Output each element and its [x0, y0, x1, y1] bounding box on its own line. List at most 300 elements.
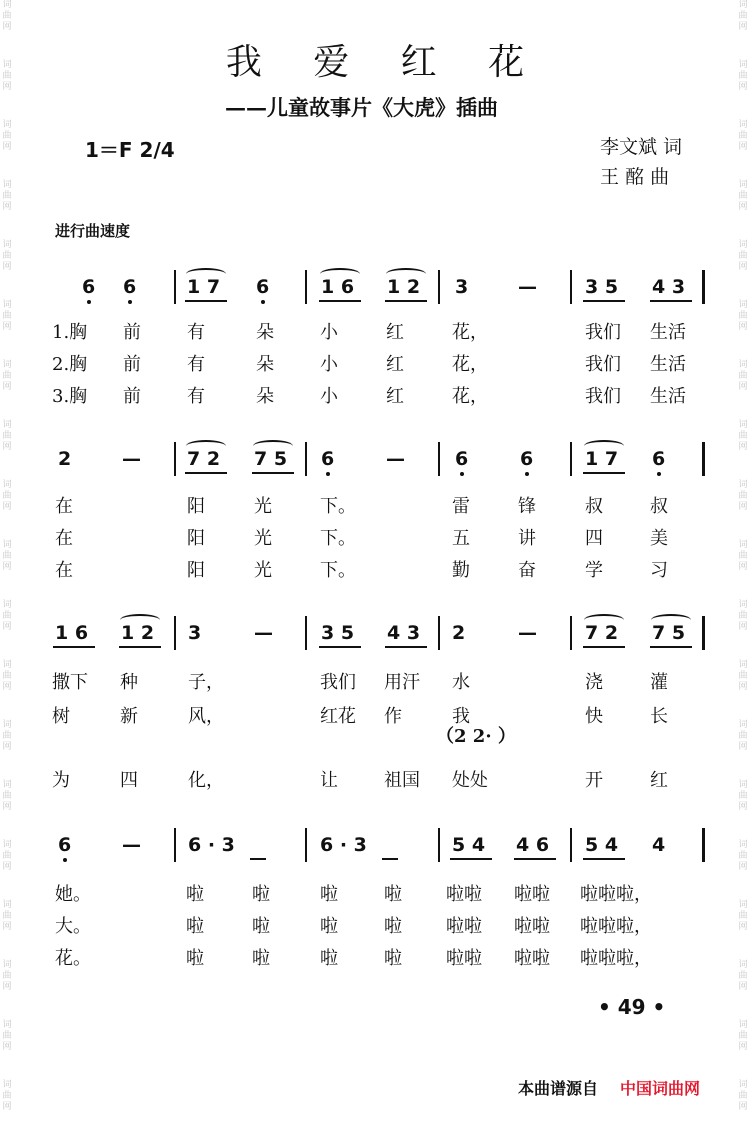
watermark-gap	[1, 1113, 13, 1126]
lyricist-credit: 李文斌 词	[600, 136, 683, 158]
watermark-char: 曲	[2, 671, 12, 681]
watermark-char: 词	[738, 840, 748, 850]
barline	[438, 270, 440, 304]
note: 6	[652, 448, 666, 470]
barline	[438, 616, 440, 650]
barline	[438, 442, 440, 476]
watermark-char: 网	[2, 682, 12, 692]
note: 6	[455, 448, 469, 470]
lyric-word: 啦	[186, 884, 204, 905]
lyric-word: 啦啦	[514, 916, 550, 937]
watermark-char: 曲	[2, 731, 12, 741]
beam	[382, 858, 398, 860]
watermark-char: 词	[738, 180, 748, 190]
lyric-word: 奋	[518, 560, 536, 581]
watermark-char: 网	[738, 142, 748, 152]
watermark-char: 曲	[738, 251, 748, 261]
lyric-word: 啦	[186, 948, 204, 969]
beam	[385, 300, 427, 302]
watermark-char: 曲	[738, 911, 748, 921]
watermark-char: 词	[738, 720, 748, 730]
notation-row-2	[0, 440, 750, 490]
beam	[185, 472, 227, 474]
watermark-char: 网	[2, 1102, 12, 1112]
barline	[702, 442, 705, 476]
lyric-word: 啦	[252, 948, 270, 969]
watermark-char: 网	[738, 1042, 748, 1052]
lyric-word: 啦	[384, 884, 402, 905]
note: 6	[256, 276, 270, 298]
lyric-word: 雷	[452, 496, 470, 517]
watermark-char: 词	[2, 840, 12, 850]
lyric-word: 朵	[256, 322, 274, 343]
watermark-char: 词	[2, 120, 12, 130]
watermark-char: 曲	[738, 491, 748, 501]
lyric-word: 大。	[55, 916, 91, 937]
hold-dash: —	[518, 622, 537, 644]
watermark-char: 曲	[738, 191, 748, 201]
watermark-char: 词	[738, 900, 748, 910]
watermark-char: 词	[738, 660, 748, 670]
lyric-word: 前	[123, 322, 141, 343]
watermark-char: 曲	[738, 611, 748, 621]
lyric-word: 阳	[187, 560, 205, 581]
lyric-word: 叔	[650, 496, 668, 517]
lyric-word: 祖国	[384, 770, 420, 791]
watermark-gap	[737, 933, 749, 960]
lyric-word: 啦	[186, 916, 204, 937]
lyric-word: 作	[384, 706, 402, 727]
watermark-char: 曲	[738, 371, 748, 381]
lyric-word: 我	[452, 706, 470, 727]
lyric-word: 阳	[187, 496, 205, 517]
composer-credit: 王 酩 曲	[600, 166, 670, 188]
watermark-gap	[737, 753, 749, 780]
notation-row-3	[0, 614, 750, 664]
watermark-char: 词	[738, 120, 748, 130]
watermark-char: 网	[738, 1102, 748, 1112]
watermark-char: 网	[2, 262, 12, 272]
watermark-char: 网	[738, 322, 748, 332]
watermark-char: 网	[2, 322, 12, 332]
note-pair: 7 5	[652, 622, 686, 644]
lyric-word: 朵	[256, 354, 274, 375]
watermark-char: 词	[2, 900, 12, 910]
watermark-char: 曲	[738, 71, 748, 81]
watermark-char: 网	[738, 22, 748, 32]
lyric-word: 用汗	[384, 672, 420, 693]
watermark-char: 词	[2, 960, 12, 970]
watermark-char: 词	[738, 0, 748, 10]
lyric-word: 下。	[320, 528, 356, 549]
watermark-right	[737, 0, 749, 1126]
watermark-char: 曲	[2, 491, 12, 501]
note-pair: 4 3	[387, 622, 421, 644]
beam	[185, 300, 227, 302]
watermark-gap	[1, 333, 13, 360]
watermark-gap	[1, 1053, 13, 1080]
note-pair: 7 5	[254, 448, 288, 470]
source-label: 本曲谱源自	[518, 1079, 599, 1098]
watermark-gap	[1, 153, 13, 180]
watermark-char: 网	[738, 742, 748, 752]
watermark-char: 网	[2, 802, 12, 812]
watermark-char: 曲	[2, 311, 12, 321]
watermark-char: 词	[2, 420, 12, 430]
watermark-char: 词	[738, 1020, 748, 1030]
watermark-char: 网	[2, 742, 12, 752]
note: 6	[520, 448, 534, 470]
watermark-char: 网	[738, 922, 748, 932]
watermark-char: 网	[2, 202, 12, 212]
lyric-word: 四	[585, 528, 603, 549]
lyric-word: 光	[254, 496, 272, 517]
watermark-char: 曲	[738, 731, 748, 741]
hold-dash: —	[122, 834, 141, 856]
beam	[319, 300, 361, 302]
lyric-word: 啦啦	[514, 884, 550, 905]
lyric-word: 小	[320, 354, 338, 375]
watermark-char: 词	[738, 780, 748, 790]
lyric-word: 种	[120, 672, 138, 693]
watermark-char: 曲	[2, 1031, 12, 1041]
watermark-gap	[1, 213, 13, 240]
lyric-word: 啦	[384, 916, 402, 937]
watermark-char: 曲	[738, 11, 748, 21]
lyric-word: 啦啦	[446, 948, 482, 969]
lyric-word: 我们	[320, 672, 356, 693]
beam	[514, 858, 556, 860]
watermark-char: 曲	[738, 1091, 748, 1101]
lyric-word: 啦	[252, 884, 270, 905]
lyric-word: 勤	[452, 560, 470, 581]
watermark-char: 曲	[2, 851, 12, 861]
watermark-char: 词	[738, 240, 748, 250]
note: 3	[455, 276, 469, 298]
lyric-word: 有	[187, 322, 205, 343]
lyric-word: 下。	[320, 496, 356, 517]
watermark-char: 网	[738, 862, 748, 872]
watermark-char: 曲	[738, 1031, 748, 1041]
watermark-char: 网	[2, 622, 12, 632]
watermark-char: 网	[738, 262, 748, 272]
note-pair: 3 5	[585, 276, 619, 298]
note-pair: 4 3	[652, 276, 686, 298]
watermark-gap	[737, 873, 749, 900]
watermark-char: 词	[2, 240, 12, 250]
watermark-char: 曲	[2, 251, 12, 261]
watermark-char: 词	[738, 1080, 748, 1090]
hold-dash: —	[254, 622, 273, 644]
watermark-gap	[1, 693, 13, 720]
watermark-gap	[737, 573, 749, 600]
watermark-char: 网	[2, 82, 12, 92]
watermark-gap	[1, 93, 13, 120]
notation-row-1	[0, 268, 750, 318]
hold-dash: —	[386, 448, 405, 470]
lyric-word: 啦啦	[446, 884, 482, 905]
page-number: • 49 •	[598, 995, 666, 1019]
note-pair: 7 2	[187, 448, 221, 470]
watermark-gap	[737, 693, 749, 720]
watermark-char: 网	[2, 862, 12, 872]
note: 6	[82, 276, 96, 298]
note-dotted: 6 · 3	[188, 834, 235, 856]
watermark-char: 曲	[2, 191, 12, 201]
lyric-word: 阳	[187, 528, 205, 549]
barline	[174, 442, 176, 476]
watermark-char: 网	[738, 202, 748, 212]
source-credit	[518, 1076, 700, 1099]
lyric-word: 啦	[320, 948, 338, 969]
watermark-char: 网	[2, 22, 12, 32]
lyric-word: 风，	[188, 706, 224, 727]
note-pair: 1 7	[187, 276, 221, 298]
hold-dash: —	[518, 276, 537, 298]
lyric-word: 红	[386, 354, 404, 375]
watermark-gap	[1, 393, 13, 420]
beam	[53, 646, 95, 648]
lyric-word: 3.胸	[52, 386, 88, 407]
note-dotted: 6 · 3	[320, 834, 367, 856]
lyric-word: 开	[585, 770, 603, 791]
watermark-char: 网	[2, 1042, 12, 1052]
watermark-gap	[737, 393, 749, 420]
lyric-word: 水	[452, 672, 470, 693]
note-pair: 1 2	[387, 276, 421, 298]
watermark-gap	[737, 1113, 749, 1126]
lyric-word: 2.胸	[52, 354, 88, 375]
lyric-word: 光	[254, 528, 272, 549]
watermark-char: 词	[2, 600, 12, 610]
barline	[174, 616, 176, 650]
watermark-char: 词	[2, 1020, 12, 1030]
lyric-word: 讲	[518, 528, 536, 549]
barline	[702, 828, 705, 862]
lyric-word: 花，	[452, 386, 488, 407]
beam	[450, 858, 492, 860]
lyric-word: 前	[123, 354, 141, 375]
lyric-word: 小	[320, 322, 338, 343]
barline	[174, 828, 176, 862]
watermark-gap	[737, 993, 749, 1020]
lyric-word: 为	[52, 770, 70, 791]
watermark-char: 词	[2, 0, 12, 10]
watermark-left	[1, 0, 13, 1126]
watermark-char: 词	[738, 300, 748, 310]
watermark-char: 词	[738, 360, 748, 370]
watermark-char: 词	[2, 540, 12, 550]
watermark-char: 曲	[2, 1091, 12, 1101]
lyric-word: 生活	[650, 354, 686, 375]
watermark-char: 曲	[738, 131, 748, 141]
watermark-char: 曲	[2, 551, 12, 561]
lyric-word: 啦啦啦，	[580, 916, 652, 937]
watermark-gap	[737, 1053, 749, 1080]
source-brand[interactable]: 中国词曲网	[620, 1079, 701, 1098]
note: 6	[321, 448, 335, 470]
note: 2	[58, 448, 72, 470]
lyric-word: 下。	[320, 560, 356, 581]
lyric-word: 啦啦	[446, 916, 482, 937]
barline	[438, 828, 440, 862]
lyric-word: 前	[123, 386, 141, 407]
note: 2	[452, 622, 466, 644]
beam	[583, 858, 625, 860]
barline	[174, 270, 176, 304]
lyric-word: 树	[52, 706, 70, 727]
beam	[583, 472, 625, 474]
lyric-word: 长	[650, 706, 668, 727]
watermark-gap	[737, 513, 749, 540]
lyric-word: 花。	[55, 948, 91, 969]
watermark-char: 词	[2, 60, 12, 70]
watermark-char: 网	[738, 382, 748, 392]
note: 3	[188, 622, 202, 644]
key-signature: 1＝F 2/4	[85, 138, 175, 162]
watermark-char: 词	[738, 480, 748, 490]
watermark-char: 词	[2, 660, 12, 670]
variant-notation: （2 2· ）	[436, 726, 516, 747]
lyric-word: 光	[254, 560, 272, 581]
lyric-word: 五	[452, 528, 470, 549]
watermark-gap	[737, 213, 749, 240]
watermark-char: 网	[2, 922, 12, 932]
watermark-char: 词	[738, 420, 748, 430]
beam	[583, 300, 625, 302]
barline	[305, 616, 307, 650]
lyric-word: 我们	[585, 386, 621, 407]
watermark-char: 网	[738, 562, 748, 572]
watermark-gap	[1, 753, 13, 780]
watermark-char: 曲	[738, 791, 748, 801]
lyric-word: 生活	[650, 386, 686, 407]
lyric-word: 化，	[188, 770, 224, 791]
song-subtitle: ——儿童故事片《大虎》插曲	[225, 95, 498, 120]
note-pair: 1 7	[585, 448, 619, 470]
watermark-char: 曲	[2, 911, 12, 921]
barline	[570, 616, 572, 650]
watermark-gap	[737, 333, 749, 360]
lyric-word: 啦啦	[514, 948, 550, 969]
watermark-char: 词	[2, 180, 12, 190]
barline	[570, 442, 572, 476]
lyric-word: 红	[386, 386, 404, 407]
barline	[702, 270, 705, 304]
watermark-char: 曲	[738, 971, 748, 981]
tempo-marking: 进行曲速度	[55, 222, 131, 240]
barline	[305, 270, 307, 304]
beam	[319, 646, 361, 648]
notation-row-4	[0, 826, 750, 876]
beam	[650, 300, 692, 302]
beam	[650, 646, 692, 648]
watermark-char: 网	[738, 802, 748, 812]
watermark-char: 曲	[738, 431, 748, 441]
watermark-char: 曲	[2, 431, 12, 441]
lyric-word: 四	[120, 770, 138, 791]
lyric-word: 啦	[320, 916, 338, 937]
lyric-word: 花，	[452, 322, 488, 343]
watermark-char: 网	[2, 982, 12, 992]
watermark-char: 网	[738, 682, 748, 692]
barline	[305, 442, 307, 476]
lyric-word: 我们	[585, 322, 621, 343]
lyric-word: 啦	[252, 916, 270, 937]
watermark-char: 网	[738, 442, 748, 452]
lyric-word: 啦	[384, 948, 402, 969]
lyric-word: 习	[650, 560, 668, 581]
note-pair: 1 6	[321, 276, 355, 298]
song-title: 我 爱 红 花	[225, 42, 545, 83]
barline	[305, 828, 307, 862]
watermark-char: 词	[2, 480, 12, 490]
watermark-char: 网	[738, 82, 748, 92]
note-pair: 3 5	[321, 622, 355, 644]
lyric-word: 让	[320, 770, 338, 791]
watermark-char: 曲	[2, 791, 12, 801]
watermark-char: 词	[2, 780, 12, 790]
barline	[570, 270, 572, 304]
watermark-char: 曲	[2, 971, 12, 981]
lyric-word: 生活	[650, 322, 686, 343]
watermark-gap	[1, 513, 13, 540]
watermark-gap	[1, 993, 13, 1020]
watermark-gap	[1, 573, 13, 600]
beam	[119, 646, 161, 648]
watermark-char: 词	[2, 1080, 12, 1090]
note: 6	[123, 276, 137, 298]
lyric-word: 浇	[585, 672, 603, 693]
lyric-word: 锋	[518, 496, 536, 517]
lyric-word: 朵	[256, 386, 274, 407]
watermark-char: 词	[2, 300, 12, 310]
lyric-word: 学	[585, 560, 603, 581]
lyric-word: 小	[320, 386, 338, 407]
watermark-char: 词	[2, 360, 12, 370]
watermark-char: 曲	[2, 371, 12, 381]
lyric-word: 花，	[452, 354, 488, 375]
watermark-gap	[737, 93, 749, 120]
beam	[385, 646, 427, 648]
watermark-char: 曲	[2, 71, 12, 81]
note-pair: 5 4	[585, 834, 619, 856]
lyric-word: 新	[120, 706, 138, 727]
watermark-char: 曲	[738, 551, 748, 561]
watermark-char: 网	[738, 982, 748, 992]
lyric-word: 在	[55, 496, 73, 517]
beam	[250, 858, 266, 860]
lyric-word: 红花	[320, 706, 356, 727]
beam	[583, 646, 625, 648]
watermark-char: 词	[2, 720, 12, 730]
watermark-char: 网	[2, 142, 12, 152]
watermark-char: 曲	[2, 131, 12, 141]
lyric-word: 撒下	[52, 672, 88, 693]
watermark-char: 网	[738, 502, 748, 512]
watermark-char: 网	[738, 622, 748, 632]
watermark-char: 曲	[738, 671, 748, 681]
watermark-char: 词	[738, 540, 748, 550]
lyric-word: 她。	[55, 884, 91, 905]
watermark-char: 网	[2, 442, 12, 452]
lyric-word: 我们	[585, 354, 621, 375]
watermark-gap	[1, 933, 13, 960]
note-pair: 4 6	[516, 834, 550, 856]
hold-dash: —	[122, 448, 141, 470]
note-pair: 1 6	[55, 622, 89, 644]
watermark-char: 曲	[2, 11, 12, 21]
